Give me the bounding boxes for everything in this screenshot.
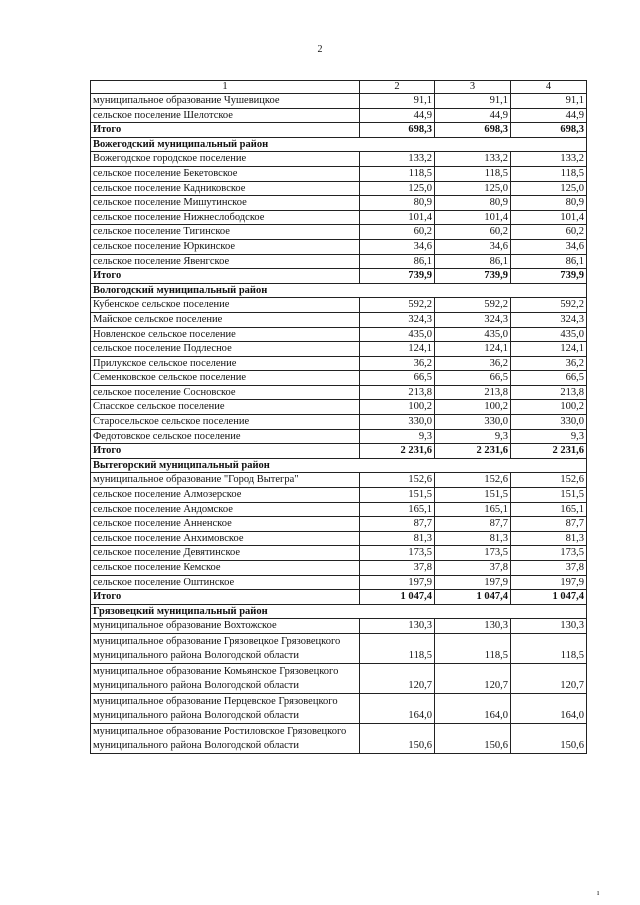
value-cell-col2: 435,0 bbox=[360, 327, 435, 342]
value-cell-col2: 60,2 bbox=[360, 225, 435, 240]
district-name: Вологодский муниципальный район bbox=[91, 283, 587, 298]
table-row bbox=[91, 502, 587, 517]
settlement-name: муниципальное образование "Город Вытегра" bbox=[91, 473, 360, 488]
settlement-name: сельское поселение Девятинское bbox=[91, 546, 360, 561]
value-cell-col3: 60,2 bbox=[435, 225, 511, 240]
value-cell-col3: 86,1 bbox=[435, 254, 511, 269]
value-cell-col3: 152,6 bbox=[435, 473, 511, 488]
value-cell-col2: 37,8 bbox=[360, 561, 435, 576]
value-cell-col4: 120,7 bbox=[511, 663, 587, 693]
settlement-name: Федотовское сельское поселение bbox=[91, 429, 360, 444]
table-row bbox=[91, 723, 587, 753]
value-cell-col4: 130,3 bbox=[511, 619, 587, 634]
value-cell-col2: 101,4 bbox=[360, 210, 435, 225]
value-cell-col4: 124,1 bbox=[511, 342, 587, 357]
table-row bbox=[91, 473, 587, 488]
settlement-name: сельское поселение Юркинское bbox=[91, 239, 360, 254]
value-cell-col4: 151,5 bbox=[511, 488, 587, 503]
value-cell-col2: 120,7 bbox=[360, 663, 435, 693]
value-cell-col4: 86,1 bbox=[511, 254, 587, 269]
total-row bbox=[91, 123, 587, 138]
table-row bbox=[91, 254, 587, 269]
value-cell-col4: 152,6 bbox=[511, 473, 587, 488]
value-cell-col3: 66,5 bbox=[435, 371, 511, 386]
district-name: Вожегодский муниципальный район bbox=[91, 137, 587, 152]
value-cell-col3: 120,7 bbox=[435, 663, 511, 693]
corner-mark: ı bbox=[597, 888, 600, 897]
value-cell-col4: 118,5 bbox=[511, 633, 587, 663]
value-cell-col2: 133,2 bbox=[360, 152, 435, 167]
value-cell-col4: 165,1 bbox=[511, 502, 587, 517]
value-cell-col4: 133,2 bbox=[511, 152, 587, 167]
district-header-row bbox=[91, 137, 587, 152]
value-cell-col4: 91,1 bbox=[511, 94, 587, 109]
value-cell-col4: 87,7 bbox=[511, 517, 587, 532]
settlement-name: Вожегодское городское поселение bbox=[91, 152, 360, 167]
settlement-name: сельское поселение Кемское bbox=[91, 561, 360, 576]
value-cell-col2: 86,1 bbox=[360, 254, 435, 269]
value-cell-col2: 125,0 bbox=[360, 181, 435, 196]
value-cell-col2: 81,3 bbox=[360, 531, 435, 546]
table-row bbox=[91, 663, 587, 693]
value-cell-col2: 164,0 bbox=[360, 693, 435, 723]
value-cell-col4: 37,8 bbox=[511, 561, 587, 576]
table-row bbox=[91, 429, 587, 444]
value-cell-col4: 81,3 bbox=[511, 531, 587, 546]
total-label: Итого bbox=[91, 269, 360, 284]
allocation-table bbox=[90, 80, 587, 754]
value-cell-col2: 34,6 bbox=[360, 239, 435, 254]
value-cell-col4: 9,3 bbox=[511, 429, 587, 444]
table-row bbox=[91, 225, 587, 240]
column-header: 3 bbox=[435, 81, 511, 94]
value-cell-col3: 118,5 bbox=[435, 633, 511, 663]
table-row bbox=[91, 561, 587, 576]
value-cell-col2: 118,5 bbox=[360, 633, 435, 663]
settlement-name: сельское поселение Явенгское bbox=[91, 254, 360, 269]
table-header-row bbox=[91, 81, 587, 94]
value-cell-col4: 36,2 bbox=[511, 356, 587, 371]
district-header-row bbox=[91, 283, 587, 298]
total-label: Итого bbox=[91, 123, 360, 138]
table-row bbox=[91, 166, 587, 181]
table-row bbox=[91, 546, 587, 561]
settlement-name: Прилукское сельское поселение bbox=[91, 356, 360, 371]
column-header: 2 bbox=[360, 81, 435, 94]
value-cell-col4: 101,4 bbox=[511, 210, 587, 225]
value-cell-col2: 80,9 bbox=[360, 196, 435, 211]
value-cell-col2: 739,9 bbox=[360, 269, 435, 284]
value-cell-col3: 2 231,6 bbox=[435, 444, 511, 459]
table-row bbox=[91, 342, 587, 357]
value-cell-col3: 81,3 bbox=[435, 531, 511, 546]
value-cell-col3: 124,1 bbox=[435, 342, 511, 357]
value-cell-col3: 87,7 bbox=[435, 517, 511, 532]
total-row bbox=[91, 590, 587, 605]
value-cell-col4: 125,0 bbox=[511, 181, 587, 196]
settlement-name: сельское поселение Сосновское bbox=[91, 385, 360, 400]
value-cell-col2: 592,2 bbox=[360, 298, 435, 313]
value-cell-col2: 100,2 bbox=[360, 400, 435, 415]
value-cell-col2: 698,3 bbox=[360, 123, 435, 138]
value-cell-col2: 173,5 bbox=[360, 546, 435, 561]
settlement-name: муниципальное образование Комьянское Грязовецкого муниципального района Вологодской области bbox=[91, 663, 360, 693]
settlement-name: сельское поселение Мишутинское bbox=[91, 196, 360, 211]
table-row bbox=[91, 619, 587, 634]
settlement-name: сельское поселение Алмозерское bbox=[91, 488, 360, 503]
value-cell-col4: 118,5 bbox=[511, 166, 587, 181]
settlement-name: сельское поселение Бекетовское bbox=[91, 166, 360, 181]
settlement-name: муниципальное образование Вохтожское bbox=[91, 619, 360, 634]
value-cell-col4: 2 231,6 bbox=[511, 444, 587, 459]
table-row bbox=[91, 356, 587, 371]
column-header: 4 bbox=[511, 81, 587, 94]
value-cell-col2: 9,3 bbox=[360, 429, 435, 444]
table-row bbox=[91, 181, 587, 196]
value-cell-col2: 152,6 bbox=[360, 473, 435, 488]
value-cell-col3: 330,0 bbox=[435, 415, 511, 430]
settlement-name: муниципальное образование Перцевское Грязовецкого муниципального района Вологодской области bbox=[91, 693, 360, 723]
value-cell-col4: 197,9 bbox=[511, 575, 587, 590]
value-cell-col3: 36,2 bbox=[435, 356, 511, 371]
value-cell-col3: 592,2 bbox=[435, 298, 511, 313]
value-cell-col3: 37,8 bbox=[435, 561, 511, 576]
value-cell-col2: 324,3 bbox=[360, 312, 435, 327]
table-row bbox=[91, 400, 587, 415]
total-row bbox=[91, 269, 587, 284]
value-cell-col3: 80,9 bbox=[435, 196, 511, 211]
value-cell-col3: 151,5 bbox=[435, 488, 511, 503]
value-cell-col3: 197,9 bbox=[435, 575, 511, 590]
value-cell-col3: 165,1 bbox=[435, 502, 511, 517]
table-row bbox=[91, 312, 587, 327]
settlement-name: Кубенское сельское поселение bbox=[91, 298, 360, 313]
value-cell-col2: 213,8 bbox=[360, 385, 435, 400]
value-cell-col4: 100,2 bbox=[511, 400, 587, 415]
settlement-name: сельское поселение Оштинское bbox=[91, 575, 360, 590]
value-cell-col4: 1 047,4 bbox=[511, 590, 587, 605]
settlement-name: муниципальное образование Грязовецкое Грязовецкого муниципального района Вологодской области bbox=[91, 633, 360, 663]
value-cell-col3: 34,6 bbox=[435, 239, 511, 254]
value-cell-col4: 592,2 bbox=[511, 298, 587, 313]
district-header-row bbox=[91, 604, 587, 619]
table-row bbox=[91, 239, 587, 254]
value-cell-col3: 164,0 bbox=[435, 693, 511, 723]
settlement-name: Семенковское сельское поселение bbox=[91, 371, 360, 386]
value-cell-col3: 435,0 bbox=[435, 327, 511, 342]
value-cell-col2: 87,7 bbox=[360, 517, 435, 532]
column-header: 1 bbox=[91, 81, 360, 94]
value-cell-col2: 91,1 bbox=[360, 94, 435, 109]
settlement-name: Старосельское сельское поселение bbox=[91, 415, 360, 430]
value-cell-col4: 66,5 bbox=[511, 371, 587, 386]
settlement-name: сельское поселение Тигинское bbox=[91, 225, 360, 240]
table-row bbox=[91, 488, 587, 503]
value-cell-col4: 213,8 bbox=[511, 385, 587, 400]
settlement-name: Майское сельское поселение bbox=[91, 312, 360, 327]
value-cell-col3: 118,5 bbox=[435, 166, 511, 181]
value-cell-col4: 739,9 bbox=[511, 269, 587, 284]
value-cell-col3: 91,1 bbox=[435, 94, 511, 109]
value-cell-col3: 9,3 bbox=[435, 429, 511, 444]
value-cell-col3: 130,3 bbox=[435, 619, 511, 634]
value-cell-col3: 698,3 bbox=[435, 123, 511, 138]
settlement-name: сельское поселение Шелотское bbox=[91, 108, 360, 123]
table-row bbox=[91, 575, 587, 590]
table-row bbox=[91, 298, 587, 313]
value-cell-col3: 173,5 bbox=[435, 546, 511, 561]
value-cell-col2: 36,2 bbox=[360, 356, 435, 371]
value-cell-col3: 100,2 bbox=[435, 400, 511, 415]
table-row bbox=[91, 210, 587, 225]
value-cell-col4: 330,0 bbox=[511, 415, 587, 430]
value-cell-col3: 739,9 bbox=[435, 269, 511, 284]
value-cell-col2: 130,3 bbox=[360, 619, 435, 634]
table-row bbox=[91, 531, 587, 546]
value-cell-col2: 66,5 bbox=[360, 371, 435, 386]
value-cell-col3: 44,9 bbox=[435, 108, 511, 123]
value-cell-col2: 197,9 bbox=[360, 575, 435, 590]
settlement-name: сельское поселение Кадниковское bbox=[91, 181, 360, 196]
value-cell-col3: 213,8 bbox=[435, 385, 511, 400]
table-row bbox=[91, 196, 587, 211]
table-row bbox=[91, 693, 587, 723]
value-cell-col2: 44,9 bbox=[360, 108, 435, 123]
district-name: Грязовецкий муниципальный район bbox=[91, 604, 587, 619]
district-name: Вытегорский муниципальный район bbox=[91, 458, 587, 473]
table-row bbox=[91, 108, 587, 123]
value-cell-col4: 435,0 bbox=[511, 327, 587, 342]
settlement-name: муниципальное образование Ростиловское Грязовецкого муниципального района Вологодской области bbox=[91, 723, 360, 753]
table-row bbox=[91, 633, 587, 663]
value-cell-col4: 698,3 bbox=[511, 123, 587, 138]
table-row bbox=[91, 152, 587, 167]
settlement-name: сельское поселение Анхимовское bbox=[91, 531, 360, 546]
total-label: Итого bbox=[91, 444, 360, 459]
value-cell-col4: 150,6 bbox=[511, 723, 587, 753]
value-cell-col2: 1 047,4 bbox=[360, 590, 435, 605]
table-row bbox=[91, 94, 587, 109]
value-cell-col4: 164,0 bbox=[511, 693, 587, 723]
value-cell-col2: 2 231,6 bbox=[360, 444, 435, 459]
table-row bbox=[91, 385, 587, 400]
value-cell-col4: 80,9 bbox=[511, 196, 587, 211]
table-row bbox=[91, 371, 587, 386]
settlement-name: сельское поселение Подлесное bbox=[91, 342, 360, 357]
value-cell-col2: 330,0 bbox=[360, 415, 435, 430]
value-cell-col3: 133,2 bbox=[435, 152, 511, 167]
value-cell-col3: 324,3 bbox=[435, 312, 511, 327]
district-header-row bbox=[91, 458, 587, 473]
settlement-name: сельское поселение Анненское bbox=[91, 517, 360, 532]
value-cell-col4: 34,6 bbox=[511, 239, 587, 254]
value-cell-col4: 44,9 bbox=[511, 108, 587, 123]
value-cell-col2: 165,1 bbox=[360, 502, 435, 517]
value-cell-col4: 324,3 bbox=[511, 312, 587, 327]
value-cell-col3: 125,0 bbox=[435, 181, 511, 196]
value-cell-col3: 1 047,4 bbox=[435, 590, 511, 605]
table-row bbox=[91, 517, 587, 532]
value-cell-col2: 124,1 bbox=[360, 342, 435, 357]
value-cell-col3: 101,4 bbox=[435, 210, 511, 225]
page-number: 2 bbox=[317, 44, 323, 55]
value-cell-col2: 118,5 bbox=[360, 166, 435, 181]
value-cell-col4: 173,5 bbox=[511, 546, 587, 561]
settlement-name: Новленское сельское поселение bbox=[91, 327, 360, 342]
value-cell-col3: 150,6 bbox=[435, 723, 511, 753]
total-label: Итого bbox=[91, 590, 360, 605]
settlement-name: сельское поселение Андомское bbox=[91, 502, 360, 517]
table-row bbox=[91, 415, 587, 430]
settlement-name: муниципальное образование Чушевицкое bbox=[91, 94, 360, 109]
table-row bbox=[91, 327, 587, 342]
settlement-name: сельское поселение Нижнеслободское bbox=[91, 210, 360, 225]
total-row bbox=[91, 444, 587, 459]
value-cell-col2: 151,5 bbox=[360, 488, 435, 503]
value-cell-col2: 150,6 bbox=[360, 723, 435, 753]
value-cell-col4: 60,2 bbox=[511, 225, 587, 240]
settlement-name: Спасское сельское поселение bbox=[91, 400, 360, 415]
